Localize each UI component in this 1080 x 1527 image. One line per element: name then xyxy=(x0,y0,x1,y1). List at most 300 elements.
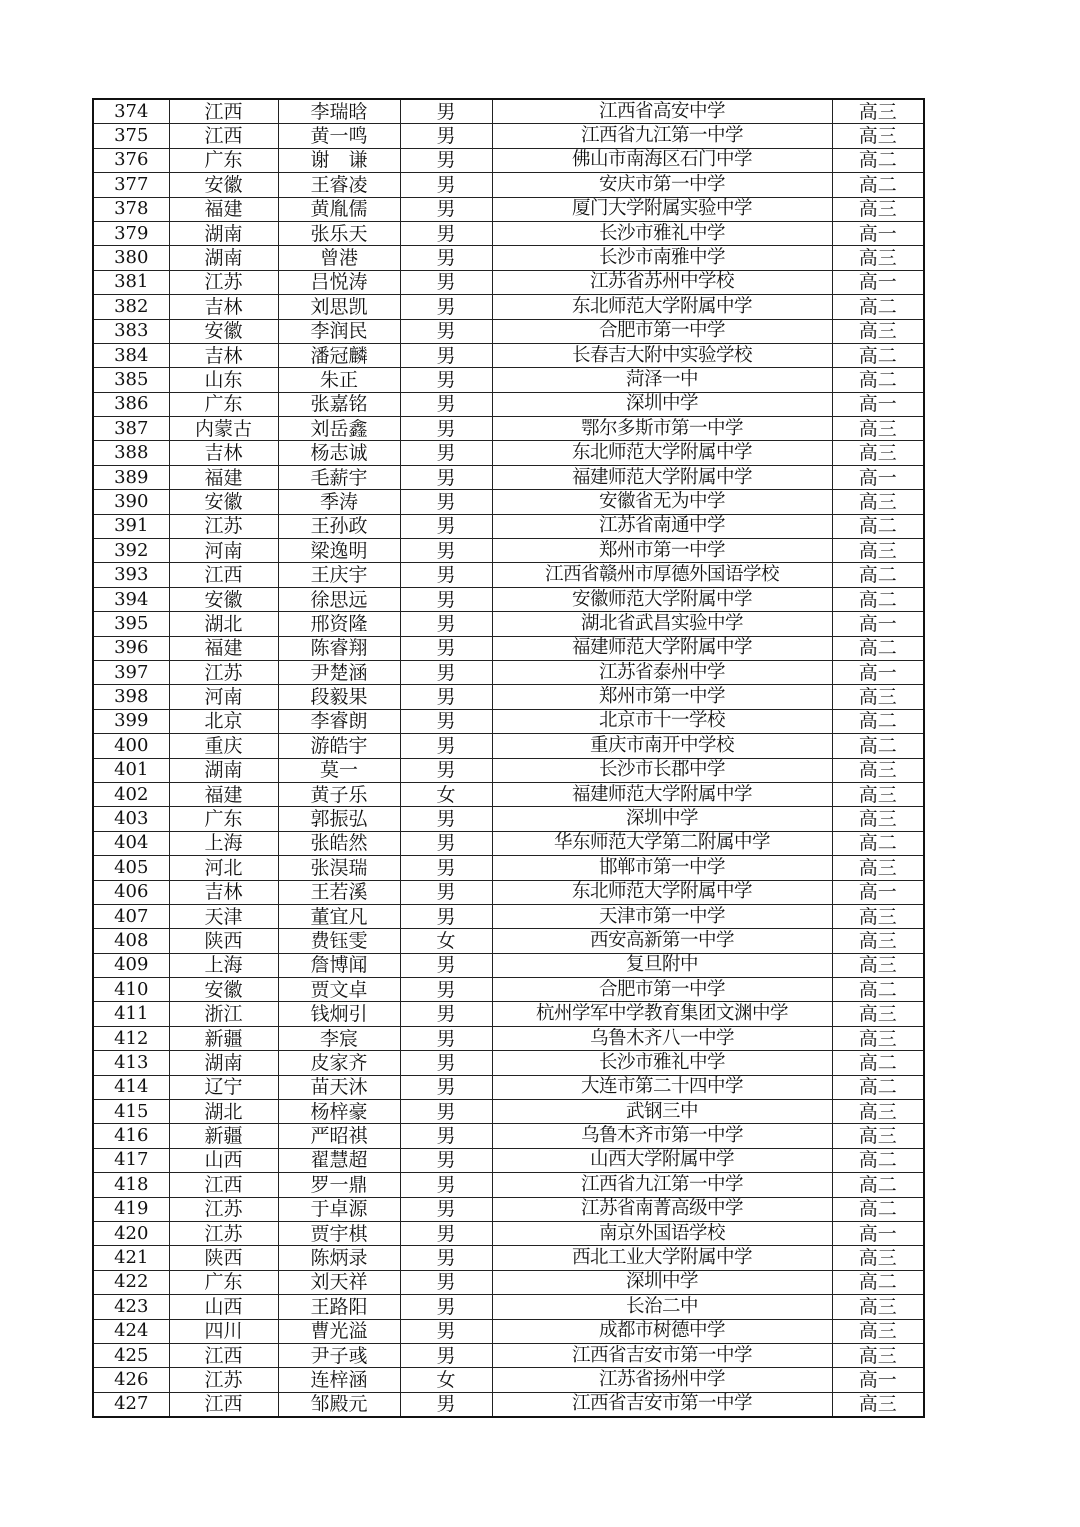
cell-grade: 高一 xyxy=(832,1368,924,1392)
cell-name: 张淏瑞 xyxy=(278,856,400,880)
cell-school: 厦门大学附属实验中学 xyxy=(492,197,832,221)
cell-province: 天津 xyxy=(169,904,278,928)
cell-grade: 高三 xyxy=(832,99,924,124)
cell-gender: 男 xyxy=(400,490,492,514)
cell-name: 杨志诚 xyxy=(278,441,400,465)
table-row xyxy=(93,1221,924,1245)
cell-school: 东北师范大学附属中学 xyxy=(492,441,832,465)
cell-school: 佛山市南海区石门中学 xyxy=(492,148,832,172)
cell-gender: 女 xyxy=(400,1368,492,1392)
cell-gender: 男 xyxy=(400,636,492,660)
cell-no: 405 xyxy=(93,856,169,880)
cell-school: 福建师范大学附属中学 xyxy=(492,465,832,489)
cell-name: 毛薪宇 xyxy=(278,465,400,489)
cell-province: 吉林 xyxy=(169,343,278,367)
cell-school: 江苏省南通中学 xyxy=(492,514,832,538)
cell-no: 392 xyxy=(93,539,169,563)
cell-no: 417 xyxy=(93,1148,169,1172)
cell-school: 长沙市长郡中学 xyxy=(492,758,832,782)
cell-name: 贾宇棋 xyxy=(278,1221,400,1245)
cell-school: 长沙市南雅中学 xyxy=(492,246,832,270)
cell-no: 412 xyxy=(93,1026,169,1050)
table-row xyxy=(93,563,924,587)
cell-gender: 男 xyxy=(400,514,492,538)
table-row xyxy=(93,636,924,660)
cell-grade: 高二 xyxy=(832,831,924,855)
cell-no: 395 xyxy=(93,612,169,636)
cell-grade: 高二 xyxy=(832,514,924,538)
cell-gender: 男 xyxy=(400,685,492,709)
cell-name: 王睿凌 xyxy=(278,173,400,197)
cell-name: 邢资隆 xyxy=(278,612,400,636)
cell-province: 北京 xyxy=(169,709,278,733)
cell-gender: 男 xyxy=(400,148,492,172)
table-row xyxy=(93,685,924,709)
cell-province: 河北 xyxy=(169,856,278,880)
table-row xyxy=(93,1051,924,1075)
table-row xyxy=(93,319,924,343)
table-row xyxy=(93,612,924,636)
cell-name: 李宸 xyxy=(278,1026,400,1050)
cell-province: 江苏 xyxy=(169,514,278,538)
cell-name: 张皓然 xyxy=(278,831,400,855)
cell-gender: 男 xyxy=(400,953,492,977)
table-row xyxy=(93,1148,924,1172)
table-row xyxy=(93,392,924,416)
cell-no: 381 xyxy=(93,270,169,294)
cell-school: 武钢三中 xyxy=(492,1100,832,1124)
cell-name: 刘岳鑫 xyxy=(278,417,400,441)
cell-name: 费钰雯 xyxy=(278,929,400,953)
cell-grade: 高二 xyxy=(832,343,924,367)
cell-gender: 男 xyxy=(400,807,492,831)
cell-name: 朱正 xyxy=(278,368,400,392)
cell-school: 杭州学军中学教育集团文渊中学 xyxy=(492,1002,832,1026)
cell-province: 湖南 xyxy=(169,758,278,782)
cell-no: 402 xyxy=(93,782,169,806)
cell-grade: 高三 xyxy=(832,1343,924,1367)
cell-name: 王孙政 xyxy=(278,514,400,538)
cell-school: 大连市第二十四中学 xyxy=(492,1075,832,1099)
cell-province: 湖南 xyxy=(169,1051,278,1075)
cell-no: 425 xyxy=(93,1343,169,1367)
table-row xyxy=(93,734,924,758)
cell-province: 江苏 xyxy=(169,1197,278,1221)
cell-school: 长沙市雅礼中学 xyxy=(492,221,832,245)
cell-province: 江西 xyxy=(169,99,278,124)
cell-school: 安庆市第一中学 xyxy=(492,173,832,197)
table-row xyxy=(93,124,924,148)
cell-grade: 高三 xyxy=(832,441,924,465)
cell-grade: 高三 xyxy=(832,1319,924,1343)
cell-no: 415 xyxy=(93,1100,169,1124)
cell-school: 郑州市第一中学 xyxy=(492,539,832,563)
table-row xyxy=(93,1100,924,1124)
table-row xyxy=(93,1392,924,1417)
cell-school: 湖北省武昌实验中学 xyxy=(492,612,832,636)
cell-name: 李睿朗 xyxy=(278,709,400,733)
cell-school: 合肥市第一中学 xyxy=(492,978,832,1002)
cell-school: 江西省赣州市厚德外国语学校 xyxy=(492,563,832,587)
cell-name: 尹子彧 xyxy=(278,1343,400,1367)
cell-school: 西北工业大学附属中学 xyxy=(492,1246,832,1270)
table-row xyxy=(93,1197,924,1221)
cell-province: 山东 xyxy=(169,368,278,392)
cell-no: 400 xyxy=(93,734,169,758)
cell-gender: 男 xyxy=(400,1221,492,1245)
cell-grade: 高三 xyxy=(832,929,924,953)
cell-province: 广东 xyxy=(169,148,278,172)
cell-name: 张乐天 xyxy=(278,221,400,245)
cell-no: 391 xyxy=(93,514,169,538)
cell-province: 江西 xyxy=(169,1173,278,1197)
table-row xyxy=(93,660,924,684)
cell-name: 陈睿翔 xyxy=(278,636,400,660)
cell-province: 江苏 xyxy=(169,270,278,294)
cell-no: 404 xyxy=(93,831,169,855)
cell-school: 江西省吉安市第一中学 xyxy=(492,1343,832,1367)
cell-grade: 高二 xyxy=(832,1173,924,1197)
cell-grade: 高一 xyxy=(832,465,924,489)
cell-gender: 男 xyxy=(400,1173,492,1197)
cell-province: 福建 xyxy=(169,197,278,221)
cell-school: 江苏省苏州中学校 xyxy=(492,270,832,294)
cell-province: 上海 xyxy=(169,953,278,977)
cell-name: 皮家齐 xyxy=(278,1051,400,1075)
cell-school: 菏泽一中 xyxy=(492,368,832,392)
cell-province: 山西 xyxy=(169,1295,278,1319)
cell-no: 397 xyxy=(93,660,169,684)
table-row xyxy=(93,1246,924,1270)
cell-province: 江苏 xyxy=(169,1221,278,1245)
cell-school: 西安高新第一中学 xyxy=(492,929,832,953)
table-row xyxy=(93,758,924,782)
cell-grade: 高一 xyxy=(832,880,924,904)
cell-province: 四川 xyxy=(169,1319,278,1343)
cell-gender: 男 xyxy=(400,441,492,465)
cell-gender: 男 xyxy=(400,295,492,319)
cell-gender: 男 xyxy=(400,734,492,758)
cell-school: 江苏省南菁高级中学 xyxy=(492,1197,832,1221)
cell-province: 吉林 xyxy=(169,441,278,465)
cell-name: 王路阳 xyxy=(278,1295,400,1319)
cell-no: 389 xyxy=(93,465,169,489)
cell-no: 420 xyxy=(93,1221,169,1245)
cell-grade: 高三 xyxy=(832,953,924,977)
cell-gender: 男 xyxy=(400,1075,492,1099)
cell-grade: 高三 xyxy=(832,1002,924,1026)
cell-school: 天津市第一中学 xyxy=(492,904,832,928)
cell-province: 湖北 xyxy=(169,612,278,636)
cell-grade: 高三 xyxy=(832,319,924,343)
cell-gender: 男 xyxy=(400,417,492,441)
cell-school: 长治二中 xyxy=(492,1295,832,1319)
cell-name: 董宜凡 xyxy=(278,904,400,928)
cell-school: 乌鲁木齐八一中学 xyxy=(492,1026,832,1050)
cell-no: 398 xyxy=(93,685,169,709)
table-row xyxy=(93,856,924,880)
cell-no: 399 xyxy=(93,709,169,733)
cell-province: 江苏 xyxy=(169,660,278,684)
cell-no: 411 xyxy=(93,1002,169,1026)
cell-school: 深圳中学 xyxy=(492,1270,832,1294)
cell-grade: 高三 xyxy=(832,807,924,831)
table-row xyxy=(93,246,924,270)
cell-grade: 高二 xyxy=(832,734,924,758)
cell-province: 广东 xyxy=(169,392,278,416)
cell-name: 李瑞晗 xyxy=(278,99,400,124)
cell-no: 403 xyxy=(93,807,169,831)
cell-grade: 高二 xyxy=(832,563,924,587)
table-row xyxy=(93,978,924,1002)
table-row xyxy=(93,490,924,514)
roster-table-body xyxy=(93,99,924,1417)
table-row xyxy=(93,782,924,806)
cell-school: 乌鲁木齐市第一中学 xyxy=(492,1124,832,1148)
table-row xyxy=(93,221,924,245)
cell-grade: 高二 xyxy=(832,1075,924,1099)
cell-name: 陈炳录 xyxy=(278,1246,400,1270)
table-row xyxy=(93,1343,924,1367)
cell-grade: 高三 xyxy=(832,782,924,806)
table-row xyxy=(93,441,924,465)
cell-grade: 高三 xyxy=(832,1246,924,1270)
cell-name: 尹楚涵 xyxy=(278,660,400,684)
cell-gender: 男 xyxy=(400,1392,492,1417)
cell-grade: 高二 xyxy=(832,709,924,733)
cell-grade: 高三 xyxy=(832,685,924,709)
cell-province: 重庆 xyxy=(169,734,278,758)
table-row xyxy=(93,270,924,294)
cell-no: 409 xyxy=(93,953,169,977)
cell-gender: 男 xyxy=(400,1343,492,1367)
cell-grade: 高二 xyxy=(832,1270,924,1294)
cell-grade: 高一 xyxy=(832,612,924,636)
cell-province: 山西 xyxy=(169,1148,278,1172)
cell-school: 江西省高安中学 xyxy=(492,99,832,124)
cell-school: 复旦附中 xyxy=(492,953,832,977)
cell-name: 苗天沐 xyxy=(278,1075,400,1099)
cell-name: 钱炯引 xyxy=(278,1002,400,1026)
cell-gender: 男 xyxy=(400,1295,492,1319)
cell-no: 427 xyxy=(93,1392,169,1417)
cell-gender: 男 xyxy=(400,270,492,294)
cell-grade: 高三 xyxy=(832,124,924,148)
table-row xyxy=(93,99,924,124)
cell-gender: 男 xyxy=(400,904,492,928)
cell-grade: 高一 xyxy=(832,221,924,245)
table-row xyxy=(93,1368,924,1392)
cell-province: 内蒙古 xyxy=(169,417,278,441)
cell-gender: 男 xyxy=(400,99,492,124)
cell-school: 东北师范大学附属中学 xyxy=(492,295,832,319)
cell-gender: 男 xyxy=(400,1148,492,1172)
table-row xyxy=(93,465,924,489)
cell-province: 新疆 xyxy=(169,1124,278,1148)
cell-province: 江西 xyxy=(169,124,278,148)
cell-grade: 高一 xyxy=(832,270,924,294)
cell-grade: 高三 xyxy=(832,856,924,880)
cell-name: 刘天祥 xyxy=(278,1270,400,1294)
table-row xyxy=(93,417,924,441)
cell-name: 刘思凯 xyxy=(278,295,400,319)
cell-province: 上海 xyxy=(169,831,278,855)
table-row xyxy=(93,1319,924,1343)
cell-grade: 高三 xyxy=(832,1295,924,1319)
table-row xyxy=(93,904,924,928)
cell-province: 河南 xyxy=(169,539,278,563)
cell-no: 421 xyxy=(93,1246,169,1270)
cell-gender: 男 xyxy=(400,612,492,636)
table-row xyxy=(93,1295,924,1319)
cell-province: 江西 xyxy=(169,1392,278,1417)
table-row xyxy=(93,1002,924,1026)
cell-province: 江苏 xyxy=(169,1368,278,1392)
cell-name: 王若溪 xyxy=(278,880,400,904)
cell-grade: 高一 xyxy=(832,392,924,416)
table-row xyxy=(93,368,924,392)
cell-gender: 男 xyxy=(400,1051,492,1075)
cell-gender: 男 xyxy=(400,758,492,782)
cell-province: 吉林 xyxy=(169,295,278,319)
cell-no: 379 xyxy=(93,221,169,245)
cell-school: 江西省九江第一中学 xyxy=(492,1173,832,1197)
cell-gender: 男 xyxy=(400,221,492,245)
cell-grade: 高二 xyxy=(832,636,924,660)
table-row xyxy=(93,173,924,197)
cell-no: 384 xyxy=(93,343,169,367)
cell-gender: 男 xyxy=(400,660,492,684)
cell-no: 424 xyxy=(93,1319,169,1343)
table-row xyxy=(93,1026,924,1050)
table-row xyxy=(93,929,924,953)
table-row xyxy=(93,343,924,367)
cell-school: 江苏省泰州中学 xyxy=(492,660,832,684)
cell-province: 安徽 xyxy=(169,319,278,343)
cell-grade: 高三 xyxy=(832,1392,924,1417)
cell-gender: 男 xyxy=(400,1270,492,1294)
cell-province: 浙江 xyxy=(169,1002,278,1026)
table-row xyxy=(93,1075,924,1099)
cell-gender: 男 xyxy=(400,563,492,587)
cell-province: 福建 xyxy=(169,465,278,489)
cell-school: 福建师范大学附属中学 xyxy=(492,636,832,660)
cell-school: 长春吉大附中实验学校 xyxy=(492,343,832,367)
cell-province: 河南 xyxy=(169,685,278,709)
table-row xyxy=(93,514,924,538)
cell-no: 385 xyxy=(93,368,169,392)
cell-grade: 高三 xyxy=(832,1100,924,1124)
cell-no: 377 xyxy=(93,173,169,197)
cell-gender: 男 xyxy=(400,1319,492,1343)
cell-province: 广东 xyxy=(169,1270,278,1294)
cell-province: 福建 xyxy=(169,636,278,660)
cell-school: 北京市十一学校 xyxy=(492,709,832,733)
cell-school: 合肥市第一中学 xyxy=(492,319,832,343)
cell-grade: 高一 xyxy=(832,1221,924,1245)
cell-school: 南京外国语学校 xyxy=(492,1221,832,1245)
cell-no: 393 xyxy=(93,563,169,587)
cell-name: 段毅果 xyxy=(278,685,400,709)
cell-gender: 男 xyxy=(400,978,492,1002)
cell-grade: 高三 xyxy=(832,539,924,563)
cell-grade: 高二 xyxy=(832,978,924,1002)
cell-no: 382 xyxy=(93,295,169,319)
cell-no: 406 xyxy=(93,880,169,904)
cell-name: 梁逸明 xyxy=(278,539,400,563)
cell-no: 390 xyxy=(93,490,169,514)
cell-gender: 男 xyxy=(400,1124,492,1148)
cell-name: 王庆宇 xyxy=(278,563,400,587)
cell-gender: 男 xyxy=(400,197,492,221)
cell-province: 安徽 xyxy=(169,587,278,611)
cell-school: 安徽师范大学附属中学 xyxy=(492,587,832,611)
cell-grade: 高二 xyxy=(832,1148,924,1172)
cell-grade: 高二 xyxy=(832,173,924,197)
cell-grade: 高三 xyxy=(832,904,924,928)
table-row xyxy=(93,539,924,563)
cell-gender: 男 xyxy=(400,1026,492,1050)
cell-school: 江西省九江第一中学 xyxy=(492,124,832,148)
cell-province: 福建 xyxy=(169,782,278,806)
table-row xyxy=(93,831,924,855)
cell-name: 黄子乐 xyxy=(278,782,400,806)
cell-no: 426 xyxy=(93,1368,169,1392)
cell-no: 375 xyxy=(93,124,169,148)
cell-no: 396 xyxy=(93,636,169,660)
cell-grade: 高二 xyxy=(832,368,924,392)
cell-province: 湖北 xyxy=(169,1100,278,1124)
table-row xyxy=(93,1270,924,1294)
cell-name: 贾文卓 xyxy=(278,978,400,1002)
cell-school: 郑州市第一中学 xyxy=(492,685,832,709)
cell-no: 422 xyxy=(93,1270,169,1294)
cell-school: 华东师范大学第二附属中学 xyxy=(492,831,832,855)
cell-gender: 男 xyxy=(400,368,492,392)
cell-school: 深圳中学 xyxy=(492,807,832,831)
cell-grade: 高三 xyxy=(832,758,924,782)
cell-grade: 高三 xyxy=(832,417,924,441)
cell-gender: 男 xyxy=(400,831,492,855)
cell-name: 吕悦涛 xyxy=(278,270,400,294)
cell-grade: 高二 xyxy=(832,1197,924,1221)
cell-gender: 男 xyxy=(400,246,492,270)
cell-gender: 男 xyxy=(400,465,492,489)
cell-name: 张嘉铭 xyxy=(278,392,400,416)
cell-no: 394 xyxy=(93,587,169,611)
cell-name: 潘冠麟 xyxy=(278,343,400,367)
cell-no: 423 xyxy=(93,1295,169,1319)
cell-grade: 高二 xyxy=(832,587,924,611)
cell-name: 黄一鸣 xyxy=(278,124,400,148)
cell-province: 吉林 xyxy=(169,880,278,904)
cell-no: 388 xyxy=(93,441,169,465)
cell-no: 387 xyxy=(93,417,169,441)
cell-school: 福建师范大学附属中学 xyxy=(492,782,832,806)
cell-no: 401 xyxy=(93,758,169,782)
cell-name: 季涛 xyxy=(278,490,400,514)
cell-gender: 男 xyxy=(400,1002,492,1026)
cell-school: 邯郸市第一中学 xyxy=(492,856,832,880)
cell-name: 翟慧超 xyxy=(278,1148,400,1172)
table-row xyxy=(93,709,924,733)
cell-grade: 高三 xyxy=(832,490,924,514)
cell-school: 深圳中学 xyxy=(492,392,832,416)
cell-school: 江西省吉安市第一中学 xyxy=(492,1392,832,1417)
cell-school: 安徽省无为中学 xyxy=(492,490,832,514)
cell-name: 于卓源 xyxy=(278,1197,400,1221)
cell-name: 杨梓豪 xyxy=(278,1100,400,1124)
